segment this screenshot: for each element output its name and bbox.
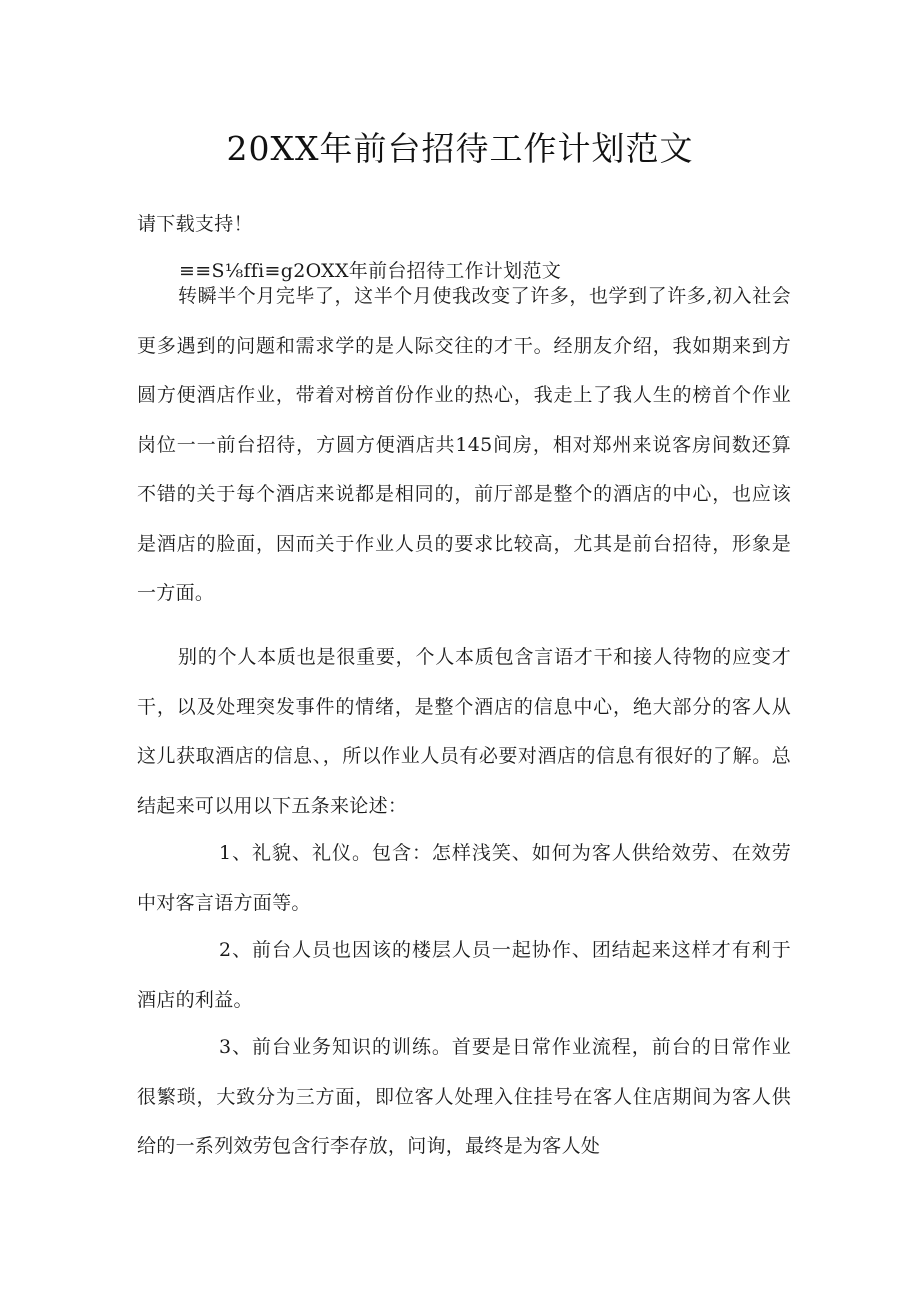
paragraph-2: 别的个人本质也是很重要，个人本质包含言语才干和接人待物的应变才干，以及处理突发事件的情绪，是整个酒店的信息中心，绝大部分的客人从这儿获取酒店的信息、，所以作业人员有必要对酒店的信息有很好的了解。总结起来可以用以下五条来论述： bbox=[137, 646, 791, 817]
list-item-2: 2、前台人员也因该的楼层人员一起协作、团结起来这样才有利于酒店的利益。 bbox=[137, 939, 791, 1011]
download-note: 请下载支持！ bbox=[137, 213, 253, 235]
document-title: 20XX年前台招待工作计划范文 bbox=[226, 129, 694, 168]
list-item-1: 1、礼貌、礼仪。包含：怎样浅笑、如何为客人供给效劳、在效劳中对客言语方面等。 bbox=[137, 842, 791, 914]
list-item-3: 3、前台业务知识的训练。首要是日常作业流程，前台的日常作业很繁琐，大致分为三方面，即位客人处理入住挂号在客人住店期间为客人供给的一系列效劳包含行李存放，问询，最终是为客人处 bbox=[137, 1036, 791, 1157]
document-subtitle: ≡≡S⅛ffi≡g2OXX年前台招待工作计划范文 bbox=[179, 260, 562, 282]
paragraph-1: 转瞬半个月完毕了，这半个月使我改变了许多，也学到了许多,初入社会更多遇到的问题和需求学的是人际交往的才干。经朋友介绍，我如期来到方圆方便酒店作业，带着对榜首份作业的热心，我走上了我人生的榜首个作业岗位一一前台招待，方圆方便酒店共145间房，相对郑州来说客房间数还算不错的关于每个酒店来说都是相同的，前厅部是整个的酒店的中心，也应该是酒店的脸面，因而关于作业人员的要求比较高，尤其是前台招待，形象是一方面。 bbox=[137, 285, 791, 604]
